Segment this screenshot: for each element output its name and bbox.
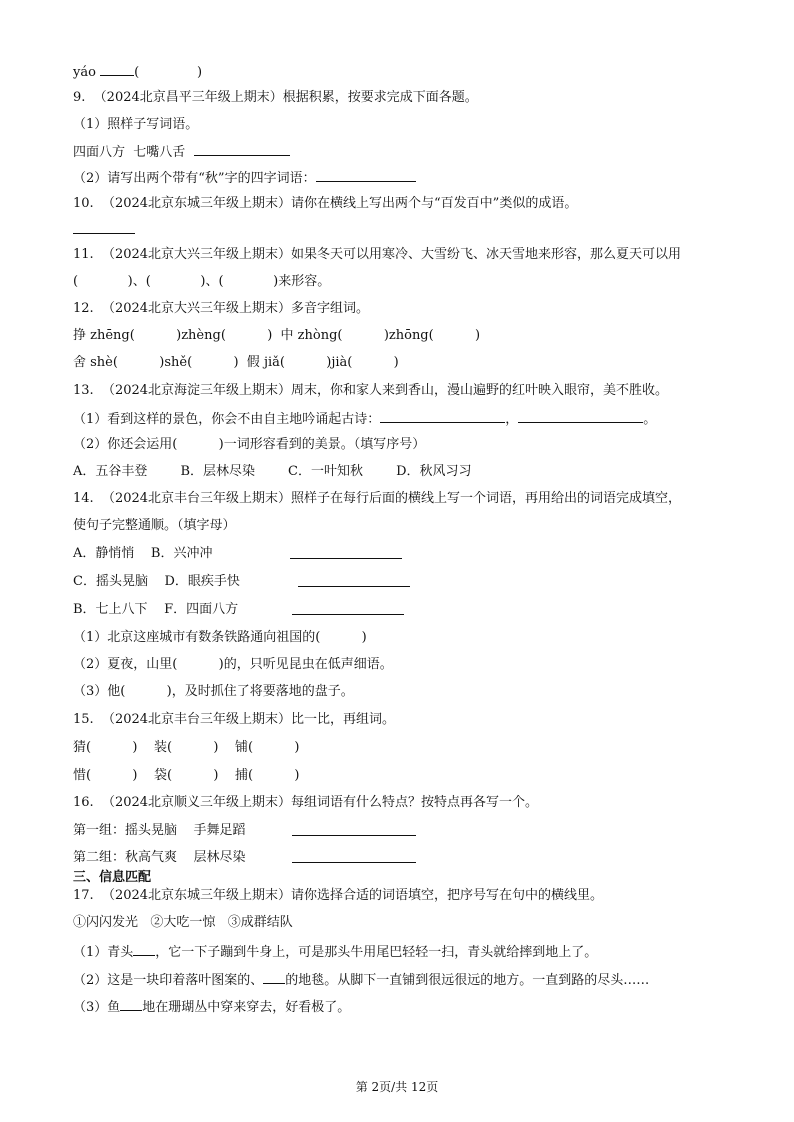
question-10: 10. （2024北京东城三年级上期末）请你在横线上写出两个与“百发百中”类似的成语。 bbox=[73, 196, 578, 211]
question-16: 16. （2024北京顺义三年级上期末）每组词语有什么特点？按特点再各写一个。 bbox=[73, 795, 539, 810]
question-17-part-3 bbox=[73, 999, 350, 1014]
question-9-part-1: （1）照样子写词语。 bbox=[73, 117, 199, 132]
question-16-group-1-blank bbox=[292, 824, 416, 839]
comma: ， bbox=[505, 412, 519, 427]
line-yao bbox=[73, 64, 202, 79]
question-17: 17. （2024北京东城三年级上期末）请你选择合适的词语填空，把序号写在句中的横线里。 bbox=[73, 888, 604, 903]
question-13: 13. （2024北京海淀三年级上期末）周末，你和家人来到香山，漫山遍野的红叶映入眼帘，美不胜收。 bbox=[73, 383, 669, 398]
answer-blank[interactable] bbox=[73, 222, 135, 234]
question-14-part-1: （1）北京这座城市有数条铁路通向祖国的( ) bbox=[73, 630, 367, 645]
answer-blank[interactable] bbox=[100, 64, 134, 76]
question-12: 12. （2024北京大兴三年级上期末）多音字组词。 bbox=[73, 301, 370, 316]
question-9-part-2 bbox=[73, 170, 416, 185]
answer-blank[interactable] bbox=[133, 944, 155, 956]
question-9-example bbox=[73, 144, 290, 159]
question-14-part-2: （2）夏夜，山里( )的，只听见昆虫在低声细语。 bbox=[73, 657, 393, 672]
answer-blank[interactable] bbox=[194, 144, 290, 156]
question-16-group-2: 第二组：秋高气爽 层林尽染 bbox=[73, 850, 246, 865]
prompt-text: （2）请写出两个带有“秋”字的四字词语： bbox=[73, 171, 316, 186]
paren-blank: ( ) bbox=[134, 65, 203, 80]
word-pair: A．静悄悄 B．兴冲冲 bbox=[73, 546, 213, 561]
question-14-line-1: 14. （2024北京丰台三年级上期末）照样子在每行后面的横线上写一个词语，再用给出的词语完成填空， bbox=[73, 491, 682, 506]
prompt-text: 的地毯。从脚下一直铺到很远很远的地方。一直到路的尽头…… bbox=[285, 973, 650, 988]
word-pair: B．七上八下 F．四面八方 bbox=[73, 602, 239, 617]
question-14-row-2-blank bbox=[298, 575, 410, 590]
question-16-group-1: 第一组：摇头晃脑 手舞足蹈 bbox=[73, 823, 246, 838]
question-9: 9. （2024北京昌平三年级上期末）根据积累，按要求完成下面各题。 bbox=[73, 90, 478, 105]
question-15-row-2: 惜( ) 袋( ) 捕( ) bbox=[73, 768, 300, 783]
prompt-text: ，它一下子蹦到牛身上，可是那头牛用尾巴轻轻一扫，青头就给摔到地上了。 bbox=[155, 945, 598, 960]
pinyin-yao: yáo bbox=[73, 65, 101, 80]
answer-blank[interactable] bbox=[380, 411, 505, 423]
answer-blank[interactable] bbox=[316, 170, 416, 182]
word-pair: C．摇头晃脑 D．眼疾手快 bbox=[73, 574, 240, 589]
question-17-options: ①闪闪发光 ②大吃一惊 ③成群结队 bbox=[73, 915, 293, 930]
prompt-text: （2）这是一块印着落叶图案的、 bbox=[73, 973, 264, 988]
answer-blank[interactable] bbox=[263, 972, 285, 984]
question-13-options: A．五谷丰登 B．层林尽染 C．一叶知秋 D．秋风习习 bbox=[73, 464, 472, 479]
question-14-row-3 bbox=[73, 603, 238, 616]
question-12-row-2: 舍 shè( )shě( ) 假 jiǎ( )jià( ) bbox=[73, 355, 399, 370]
question-14-part-3: （3）他( )，及时抓住了将要落地的盘子。 bbox=[73, 684, 354, 699]
prompt-text: （3）鱼 bbox=[73, 1000, 121, 1015]
question-16-group-2-blank bbox=[292, 851, 416, 866]
question-17-part-2 bbox=[73, 972, 649, 987]
question-11-line-1: 11. （2024北京大兴三年级上期末）如果冬天可以用寒冷、大雪纷飞、冰天雪地来形容，那么夏天可以用 bbox=[73, 247, 682, 262]
page-footer: 第 2页/共 12页 bbox=[355, 1080, 439, 1094]
answer-blank[interactable] bbox=[292, 824, 416, 836]
answer-blank[interactable] bbox=[292, 851, 416, 863]
question-11-line-2: ( )、( )、( )来形容。 bbox=[73, 274, 331, 289]
answer-blank[interactable] bbox=[518, 411, 643, 423]
question-10-answer-line bbox=[73, 222, 135, 237]
answer-blank[interactable] bbox=[120, 999, 142, 1011]
question-14-row-1 bbox=[73, 547, 212, 560]
answer-blank[interactable] bbox=[298, 575, 410, 587]
prompt-text: 地在珊瑚丛中穿来穿去，好看极了。 bbox=[142, 1000, 351, 1015]
question-14-row-2 bbox=[73, 575, 240, 588]
question-13-part-1 bbox=[73, 411, 656, 426]
prompt-text: （1）青头 bbox=[73, 945, 134, 960]
question-14-line-2: 使句子完整通顺。（填字母） bbox=[73, 518, 236, 533]
period: 。 bbox=[643, 412, 657, 427]
question-14-row-1-blank bbox=[290, 547, 402, 562]
example-words: 四面八方 七嘴八舌 bbox=[73, 145, 194, 160]
question-17-part-1 bbox=[73, 944, 597, 959]
answer-blank[interactable] bbox=[292, 603, 404, 615]
question-15-row-1: 猜( ) 装( ) 铺( ) bbox=[73, 740, 300, 755]
question-14-row-3-blank bbox=[292, 603, 404, 618]
section-3-heading: 三、信息匹配 bbox=[73, 869, 152, 884]
prompt-text: （1）看到这样的景色，你会不由自主地吟诵起古诗： bbox=[73, 412, 381, 427]
answer-blank[interactable] bbox=[290, 547, 402, 559]
question-15: 15. （2024北京丰台三年级上期末）比一比，再组词。 bbox=[73, 712, 396, 727]
question-12-row-1: 挣 zhēng( )zhèng( ) 中 zhòng( )zhōng( ) bbox=[73, 328, 481, 343]
question-13-part-2: （2）你还会运用( )一词形容看到的美景。（填写序号） bbox=[73, 437, 426, 452]
